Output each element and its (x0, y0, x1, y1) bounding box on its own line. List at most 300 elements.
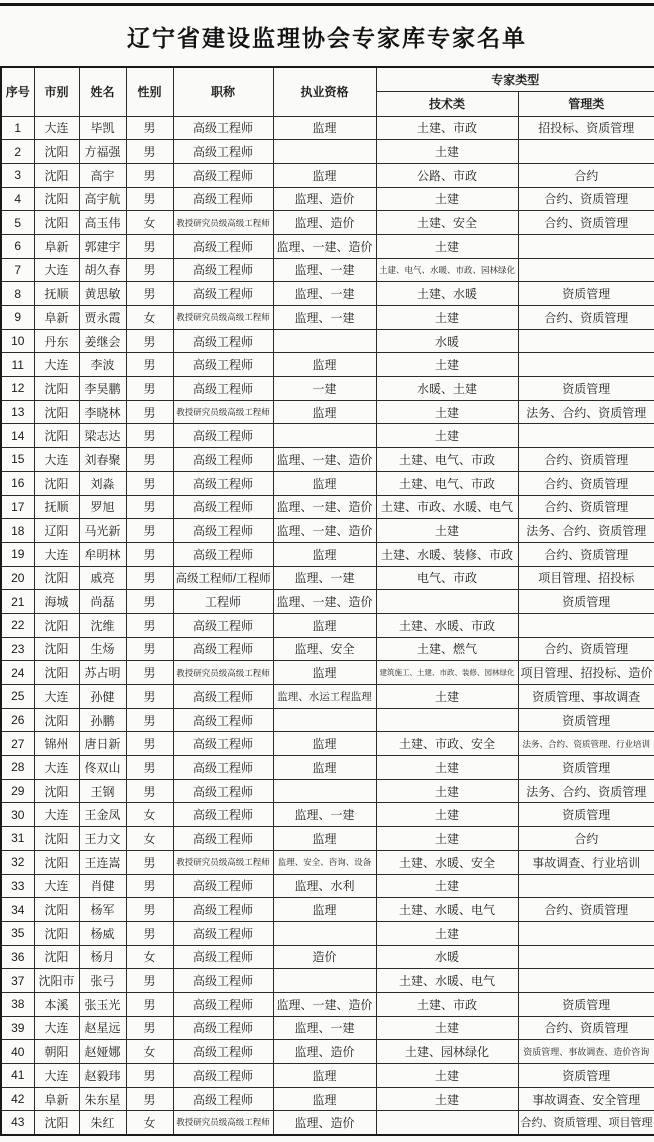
cell-name: 杨月 (79, 945, 126, 969)
cell-seq: 21 (1, 590, 34, 614)
cell-management: 资质管理 (518, 992, 654, 1016)
cell-management: 项目管理、招投标 (518, 566, 654, 590)
cell-city: 沈阳 (34, 424, 79, 448)
cell-job-title: 高级工程师 (173, 163, 273, 187)
cell-city: 沈阳 (34, 613, 79, 637)
cell-city: 大连 (34, 803, 79, 827)
cell-gender: 男 (126, 661, 173, 685)
cell-gender: 女 (126, 945, 173, 969)
cell-management (518, 874, 654, 898)
cell-name: 王钢 (79, 779, 126, 803)
cell-seq: 12 (1, 377, 34, 401)
cell-job-title: 高级工程师 (173, 234, 273, 258)
cell-technical: 土建、电气、水暖、市政、园林绿化 (376, 258, 518, 282)
cell-city: 阜新 (34, 234, 79, 258)
cell-name: 李波 (79, 353, 126, 377)
cell-management: 合约、资质管理 (518, 211, 654, 235)
table-row (1, 282, 654, 306)
cell-qualification: 监理 (273, 756, 376, 780)
cell-gender: 男 (126, 424, 173, 448)
cell-job-title: 高级工程师 (173, 116, 273, 140)
cell-job-title: 高级工程师 (173, 898, 273, 922)
table-row (1, 187, 654, 211)
cell-job-title: 高级工程师/工程师 (173, 566, 273, 590)
table-row (1, 850, 654, 874)
cell-city: 沈阳 (34, 850, 79, 874)
cell-technical: 土建 (376, 685, 518, 709)
cell-seq: 24 (1, 661, 34, 685)
cell-gender: 男 (126, 329, 173, 353)
cell-seq: 5 (1, 211, 34, 235)
cell-name: 苏占明 (79, 661, 126, 685)
cell-gender: 男 (126, 708, 173, 732)
cell-technical: 土建、园林绿化 (376, 1040, 518, 1064)
cell-management (518, 353, 654, 377)
cell-city: 锦州 (34, 732, 79, 756)
cell-seq: 14 (1, 424, 34, 448)
cell-qualification (273, 329, 376, 353)
cell-seq: 7 (1, 258, 34, 282)
cell-technical: 电气、市政 (376, 566, 518, 590)
cell-technical: 土建 (376, 779, 518, 803)
cell-management: 资质管理 (518, 756, 654, 780)
cell-job-title: 教授研究员级高级工程师 (173, 661, 273, 685)
cell-management: 合约、资质管理 (518, 448, 654, 472)
cell-seq: 36 (1, 945, 34, 969)
cell-seq: 1 (1, 116, 34, 140)
cell-management (518, 969, 654, 993)
cell-qualification: 监理 (273, 661, 376, 685)
cell-city: 沈阳 (34, 400, 79, 424)
table-row (1, 1111, 654, 1135)
cell-management: 资质管理、事故调查 (518, 685, 654, 709)
cell-qualification: 监理、一建、造价 (273, 234, 376, 258)
cell-city: 大连 (34, 116, 79, 140)
cell-gender: 男 (126, 732, 173, 756)
cell-name: 刘春聚 (79, 448, 126, 472)
cell-city: 大连 (34, 448, 79, 472)
cell-qualification: 监理 (273, 827, 376, 851)
cell-seq: 16 (1, 471, 34, 495)
table-row (1, 803, 654, 827)
cell-management: 合约 (518, 163, 654, 187)
cell-name: 姜继会 (79, 329, 126, 353)
cell-city: 本溪 (34, 992, 79, 1016)
table-row (1, 448, 654, 472)
cell-job-title: 高级工程师 (173, 779, 273, 803)
cell-name: 王连嵩 (79, 850, 126, 874)
header-gender: 性别 (126, 67, 173, 116)
cell-qualification: 一建 (273, 377, 376, 401)
cell-technical: 土建 (376, 187, 518, 211)
cell-seq: 10 (1, 329, 34, 353)
cell-technical: 土建、水暖 (376, 282, 518, 306)
cell-city: 沈阳 (34, 1111, 79, 1135)
table-row (1, 898, 654, 922)
cell-gender: 男 (126, 448, 173, 472)
table-row (1, 495, 654, 519)
cell-technical: 建筑施工、土建、市政、装修、园林绿化 (376, 661, 518, 685)
cell-job-title: 高级工程师 (173, 803, 273, 827)
cell-job-title: 高级工程师 (173, 495, 273, 519)
cell-name: 刘淼 (79, 471, 126, 495)
cell-management: 招投标、资质管理 (518, 116, 654, 140)
cell-job-title: 高级工程师 (173, 756, 273, 780)
cell-seq: 38 (1, 992, 34, 1016)
table-row (1, 140, 654, 164)
cell-seq: 19 (1, 542, 34, 566)
cell-seq: 23 (1, 637, 34, 661)
cell-gender: 男 (126, 140, 173, 164)
cell-name: 张弓 (79, 969, 126, 993)
cell-job-title: 高级工程师 (173, 637, 273, 661)
cell-technical: 土建 (376, 400, 518, 424)
cell-gender: 男 (126, 590, 173, 614)
cell-city: 沈阳 (34, 779, 79, 803)
cell-seq: 27 (1, 732, 34, 756)
cell-seq: 33 (1, 874, 34, 898)
cell-qualification: 监理、安全、咨询、设备 (273, 850, 376, 874)
cell-seq: 15 (1, 448, 34, 472)
table-row (1, 566, 654, 590)
cell-job-title: 高级工程师 (173, 377, 273, 401)
cell-gender: 男 (126, 234, 173, 258)
cell-qualification: 监理 (273, 400, 376, 424)
cell-qualification: 监理 (273, 163, 376, 187)
cell-seq: 8 (1, 282, 34, 306)
cell-gender: 女 (126, 827, 173, 851)
cell-gender: 男 (126, 874, 173, 898)
cell-qualification (273, 140, 376, 164)
cell-seq: 17 (1, 495, 34, 519)
table-row (1, 708, 654, 732)
cell-gender: 男 (126, 1087, 173, 1111)
header-management: 管理类 (518, 91, 654, 116)
cell-qualification: 监理 (273, 1064, 376, 1088)
cell-gender: 男 (126, 163, 173, 187)
cell-name: 肖健 (79, 874, 126, 898)
cell-technical: 土建、电气、市政 (376, 448, 518, 472)
cell-city: 抚顺 (34, 282, 79, 306)
cell-job-title: 教授研究员级高级工程师 (173, 211, 273, 235)
cell-management: 资质管理 (518, 590, 654, 614)
cell-gender: 男 (126, 471, 173, 495)
cell-name: 王金凤 (79, 803, 126, 827)
cell-management (518, 258, 654, 282)
cell-qualification (273, 708, 376, 732)
cell-technical (376, 1111, 518, 1135)
cell-name: 高宇航 (79, 187, 126, 211)
cell-city: 大连 (34, 1064, 79, 1088)
header-city: 市别 (34, 67, 79, 116)
table-row (1, 400, 654, 424)
cell-job-title: 高级工程师 (173, 969, 273, 993)
cell-qualification: 监理、一建、造价 (273, 590, 376, 614)
cell-name: 郭建宇 (79, 234, 126, 258)
cell-gender: 男 (126, 969, 173, 993)
cell-job-title: 高级工程师 (173, 140, 273, 164)
cell-seq: 4 (1, 187, 34, 211)
cell-gender: 女 (126, 1040, 173, 1064)
cell-seq: 28 (1, 756, 34, 780)
cell-job-title: 高级工程师 (173, 874, 273, 898)
cell-technical: 土建 (376, 424, 518, 448)
cell-qualification: 监理、水运工程监理 (273, 685, 376, 709)
cell-technical (376, 590, 518, 614)
cell-name: 孙健 (79, 685, 126, 709)
table-row (1, 945, 654, 969)
cell-qualification: 监理 (273, 542, 376, 566)
cell-management (518, 921, 654, 945)
cell-city: 沈阳 (34, 163, 79, 187)
cell-gender: 男 (126, 519, 173, 543)
page-title: 辽宁省建设监理协会专家库专家名单 (127, 24, 527, 51)
cell-gender: 男 (126, 187, 173, 211)
cell-technical: 土建、水暖、电气 (376, 898, 518, 922)
cell-name: 罗旭 (79, 495, 126, 519)
expert-table-body (1, 116, 654, 1135)
cell-qualification: 监理、造价 (273, 187, 376, 211)
cell-city: 沈阳市 (34, 969, 79, 993)
table-row (1, 424, 654, 448)
cell-gender: 男 (126, 542, 173, 566)
cell-city: 沈阳 (34, 827, 79, 851)
cell-management: 合约、资质管理 (518, 306, 654, 330)
cell-technical: 土建 (376, 1064, 518, 1088)
cell-name: 胡久春 (79, 258, 126, 282)
cell-qualification (273, 779, 376, 803)
cell-qualification: 造价 (273, 945, 376, 969)
cell-name: 生炀 (79, 637, 126, 661)
cell-job-title: 高级工程师 (173, 945, 273, 969)
table-row (1, 306, 654, 330)
cell-management: 合约、资质管理、项目管理 (518, 1111, 654, 1135)
cell-city: 沈阳 (34, 377, 79, 401)
cell-gender: 男 (126, 495, 173, 519)
cell-management: 法务、合约、资质管理 (518, 779, 654, 803)
cell-qualification: 监理、造价 (273, 211, 376, 235)
cell-name: 王力文 (79, 827, 126, 851)
table-row (1, 1040, 654, 1064)
cell-gender: 男 (126, 566, 173, 590)
table-row (1, 921, 654, 945)
title-area (0, 6, 654, 66)
cell-technical: 土建 (376, 140, 518, 164)
cell-management: 合约、资质管理 (518, 471, 654, 495)
cell-name: 沈维 (79, 613, 126, 637)
table-row (1, 613, 654, 637)
cell-city: 丹东 (34, 329, 79, 353)
cell-gender: 男 (126, 400, 173, 424)
cell-seq: 34 (1, 898, 34, 922)
cell-gender: 男 (126, 282, 173, 306)
cell-technical: 土建、电气、市政 (376, 471, 518, 495)
cell-management: 合约、资质管理 (518, 898, 654, 922)
table-row (1, 353, 654, 377)
cell-name: 朱东星 (79, 1087, 126, 1111)
table-row (1, 1064, 654, 1088)
cell-city: 辽阳 (34, 519, 79, 543)
cell-qualification: 监理、一建 (273, 566, 376, 590)
table-row (1, 732, 654, 756)
cell-job-title: 教授研究员级高级工程师 (173, 306, 273, 330)
table-row (1, 116, 654, 140)
cell-management: 资质管理、事故调查、造价咨询 (518, 1040, 654, 1064)
cell-management: 合约、资质管理 (518, 495, 654, 519)
cell-job-title: 高级工程师 (173, 732, 273, 756)
cell-qualification: 监理、一建 (273, 306, 376, 330)
cell-seq: 35 (1, 921, 34, 945)
table-row (1, 874, 654, 898)
cell-city: 阜新 (34, 306, 79, 330)
table-row (1, 969, 654, 993)
cell-qualification: 监理 (273, 353, 376, 377)
cell-management: 资质管理 (518, 377, 654, 401)
cell-gender: 女 (126, 1111, 173, 1135)
cell-city: 沈阳 (34, 140, 79, 164)
cell-technical (376, 708, 518, 732)
cell-technical: 土建 (376, 803, 518, 827)
cell-name: 杨威 (79, 921, 126, 945)
cell-qualification (273, 921, 376, 945)
cell-management: 事故调查、行业培训 (518, 850, 654, 874)
table-row (1, 637, 654, 661)
cell-seq: 40 (1, 1040, 34, 1064)
cell-seq: 2 (1, 140, 34, 164)
cell-qualification: 监理、一建、造价 (273, 992, 376, 1016)
cell-city: 大连 (34, 685, 79, 709)
table-row (1, 519, 654, 543)
cell-seq: 13 (1, 400, 34, 424)
cell-technical: 土建、水暖、市政 (376, 613, 518, 637)
cell-technical: 土建、水暖、电气 (376, 969, 518, 993)
cell-city: 沈阳 (34, 211, 79, 235)
cell-seq: 26 (1, 708, 34, 732)
cell-seq: 11 (1, 353, 34, 377)
cell-management: 法务、合约、资质管理、行业培训 (518, 732, 654, 756)
cell-gender: 男 (126, 258, 173, 282)
cell-management: 合约、资质管理 (518, 187, 654, 211)
cell-job-title: 高级工程师 (173, 1040, 273, 1064)
cell-city: 大连 (34, 756, 79, 780)
cell-name: 赵毅玮 (79, 1064, 126, 1088)
cell-gender: 男 (126, 613, 173, 637)
cell-name: 黄思敏 (79, 282, 126, 306)
table-row (1, 329, 654, 353)
table-row (1, 163, 654, 187)
cell-gender: 男 (126, 850, 173, 874)
cell-qualification: 监理、一建、造价 (273, 448, 376, 472)
cell-gender: 男 (126, 685, 173, 709)
cell-management (518, 234, 654, 258)
table-row (1, 756, 654, 780)
cell-management (518, 945, 654, 969)
cell-management (518, 329, 654, 353)
cell-name: 戚亮 (79, 566, 126, 590)
table-header (1, 67, 654, 116)
cell-technical: 土建 (376, 519, 518, 543)
cell-job-title: 高级工程师 (173, 708, 273, 732)
cell-gender: 男 (126, 1016, 173, 1040)
cell-gender: 男 (126, 116, 173, 140)
cell-technical: 土建、水暖、安全 (376, 850, 518, 874)
header-job-title: 职称 (173, 67, 273, 116)
cell-qualification: 监理、一建、造价 (273, 495, 376, 519)
cell-city: 抚顺 (34, 495, 79, 519)
cell-qualification: 监理 (273, 1087, 376, 1111)
cell-gender: 男 (126, 921, 173, 945)
cell-seq: 37 (1, 969, 34, 993)
cell-name: 尚磊 (79, 590, 126, 614)
header-seq: 序号 (1, 67, 34, 116)
cell-job-title: 工程师 (173, 590, 273, 614)
cell-job-title: 高级工程师 (173, 187, 273, 211)
cell-city: 大连 (34, 353, 79, 377)
table-row (1, 258, 654, 282)
cell-name: 李昊鹏 (79, 377, 126, 401)
cell-job-title: 高级工程师 (173, 613, 273, 637)
table-row (1, 992, 654, 1016)
cell-technical: 土建 (376, 756, 518, 780)
cell-city: 大连 (34, 258, 79, 282)
cell-management: 资质管理 (518, 708, 654, 732)
cell-qualification: 监理、一建 (273, 282, 376, 306)
cell-gender: 女 (126, 211, 173, 235)
table-row (1, 471, 654, 495)
cell-name: 杨军 (79, 898, 126, 922)
cell-seq: 22 (1, 613, 34, 637)
cell-city: 沈阳 (34, 471, 79, 495)
cell-job-title: 教授研究员级高级工程师 (173, 1111, 273, 1135)
cell-job-title: 高级工程师 (173, 921, 273, 945)
cell-management: 资质管理 (518, 282, 654, 306)
cell-seq: 41 (1, 1064, 34, 1088)
cell-name: 唐日新 (79, 732, 126, 756)
cell-name: 佟双山 (79, 756, 126, 780)
cell-job-title: 高级工程师 (173, 1064, 273, 1088)
cell-gender: 男 (126, 779, 173, 803)
cell-management (518, 140, 654, 164)
cell-job-title: 高级工程师 (173, 542, 273, 566)
cell-name: 朱红 (79, 1111, 126, 1135)
cell-name: 高玉伟 (79, 211, 126, 235)
cell-job-title: 高级工程师 (173, 329, 273, 353)
cell-qualification: 监理、水利 (273, 874, 376, 898)
cell-qualification: 监理、一建 (273, 258, 376, 282)
cell-management: 合约、资质管理 (518, 1016, 654, 1040)
cell-job-title: 高级工程师 (173, 282, 273, 306)
cell-technical: 土建 (376, 1016, 518, 1040)
cell-seq: 42 (1, 1087, 34, 1111)
cell-name: 马光新 (79, 519, 126, 543)
cell-gender: 女 (126, 803, 173, 827)
cell-technical: 土建、市政 (376, 116, 518, 140)
cell-technical: 公路、市政 (376, 163, 518, 187)
cell-management: 合约 (518, 827, 654, 851)
cell-qualification: 监理、一建 (273, 1016, 376, 1040)
cell-technical: 水暖、土建 (376, 377, 518, 401)
cell-city: 沈阳 (34, 898, 79, 922)
table-row (1, 542, 654, 566)
cell-city: 阜新 (34, 1087, 79, 1111)
cell-management: 法务、合约、资质管理 (518, 400, 654, 424)
cell-management: 合约、资质管理 (518, 637, 654, 661)
table-row (1, 211, 654, 235)
table-row (1, 377, 654, 401)
cell-gender: 男 (126, 898, 173, 922)
cell-technical: 水暖 (376, 329, 518, 353)
cell-city: 沈阳 (34, 708, 79, 732)
